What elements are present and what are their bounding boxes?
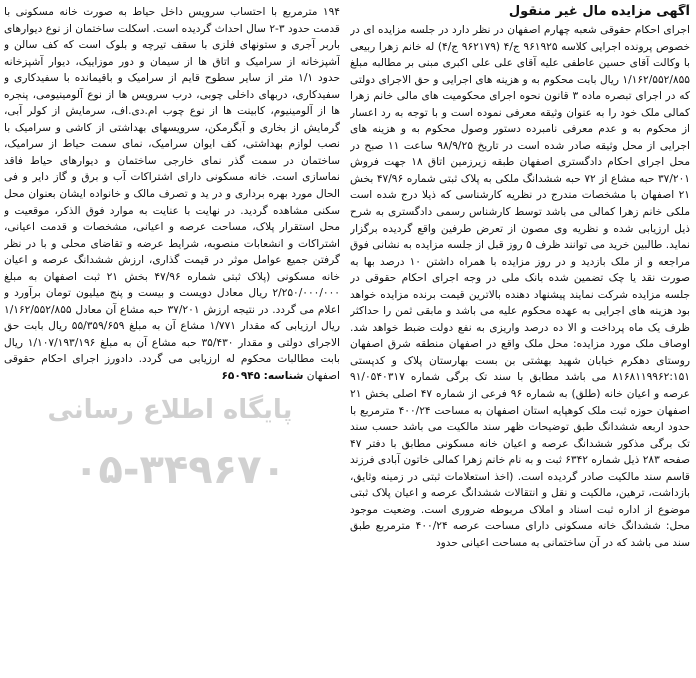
notice-right-column <box>350 4 690 674</box>
notice-id-number: ۶۵۰۹۴۵ <box>221 370 261 383</box>
notice-body-left <box>4 4 340 385</box>
watermark-phone: ۰۵-۳۴۹۶۷۰ <box>74 447 286 493</box>
watermark-title: پایگاه اطلاع رسانی <box>47 395 293 425</box>
notice-body-left-text: ۱۹۴ مترمربع با احتساب سرویس داخل حیاط به صورت خانه مسکونی با قدمت حدود ۳-۲ سال احداث گردیده است. اسکلت ساختمان از نوع دیوارهای باربر آجری و ستونهای فلزی با سقف تیرچه و بلوک است که کف سالن و آشپزخانه از سرامیک و اتاق ها از سیمان و دور موزاییک، دیوار آشپزخانه حدود ۱/۱ متر از سایر سطوح قایم از سرامیک و باقیمانده با سفیدکاری و سفیدکاری، دربهای داخلی چوبی، درب سرویس ها از نوع آلومینیومی، پنجره ها از آلومینیوم، کابینت ها از نوع چوب ام.دی.اف، سرمایش از کولر آبی، گرمایش از بخاری و آبگرمکن، سرویسهای بهداشتی از کاشی و سرامیک با نصب لوازم بهداشتی، کف ایوان سرامیک، نمای سمت حیاط از سرامیک، ساختمان در سمت گذر نمای خارجی ساختمان و دیوارهای حیاط فاقد نماسازی است. خانه مسکونی دارای اشتراکات آب و برق و گاز دایر و فی الحال مورد بهره برداری و در ید و تصرف مالک و خانواده ایشان بعنوان محل سکنی مشاهده گردید. در نهایت با عنایت به موارد فوق الذکر، موقعیت و محل استقرار پلاک، مساحت عرصه و اعیانی، مشخصات و قدمت اعیانی، اشتراکات و انشعابات منصوبه، شرایط عرضه و تقاضای محلی و با در نظر گرفتن جمیع عوامل موثر در قیمت گذاری، ارزش ششدانگ عرصه و اعیان خانه مسکونی (پلاک ثبتی شماره ۴۷/۹۶ بخش ۲۱ ثبت اصفهان به مبلغ ۲/۲۵۰/۰۰۰/۰۰۰ ریال معادل دویست و بیست و پنج میلیون تومان برآورد و اعلام می گردد. در نتیجه ارزش ۳۷/۲۰۱ حبه مشاع آن معادل ۱/۱۶۲/۵۵۲/۸۵۵ ریال ارزیابی که مقدار ۱/۷۷۱ مشاع آن به مبلغ ۵۵/۳۵۹/۶۵۹ ریال بابت حق الاجرای دولتی و مقدار ۳۵/۴۳۰ حبه مشاع آن به مبلغ ۱/۱۰۷/۱۹۳/۱۹۶ ریال بابت مطالبات محکوم له ارزیابی می گردد. دادورز اجرای احکام حقوقی اصفهان <box>4 6 340 383</box>
notice-heading: آگهی مزایده مال غیر منقول <box>508 4 690 19</box>
notice-id-label: شناسه: <box>263 370 304 383</box>
notice-left-column <box>4 4 340 504</box>
notice-body-right: اجرای احکام حقوقی شعبه چهارم اصفهان در نظر دارد در جلسه مزایده ای در خصوص پرونده اجرایی کلاسه ۹۶۱۹۲۵ ج/۴ (۹۶۲۱۷۹ ج/۴) له خانم زهرا ربیعی با وکالت آقای حسین عاطفی علیه آقای علی علی اکبری مبنی بر مطالبه مبلغ ۱/۱۶۲/۵۵۲/۸۵۵ ریال بابت محکوم به و هزینه های اجرایی و حق الاجرای دولتی که در اجرای تبصره ماده ۳ قانون نحوه اجرای محکومیت های مالی خانم زهرا کمالی ملک خود را به عنوان وثیقه معرفی نموده است و با توجه به رد اعسار از محکوم به و عدم معرفی نامبرده دستور وصول محکوم به و هزینه های اجرایی از محل وثیقه صادر شده است در تاریخ ۹۸/۹/۲۵ ساعت ۱۱ صبح در محل اجرای احکام دادگستری اصفهان طبقه زیرزمین اتاق ۱۸ جهت فروش ۳۷/۲۰۱ حبه مشاع از ۷۲ حبه ششدانگ ملکی به پلاک ثبتی شماره ۴۷/۹۶ بخش ۲۱ اصفهان با مشخصات مندرج در نظریه کارشناسی که ذیلا درج شده است ملکی خانم زهرا کمالی می باشد توسط کارشناس رسمی دادگستری به شرح ذیل ارزیابی شده و نظریه وی مصون از تعرض طرفین واقع گردیده برگزار نماید. طالبین خرید می توانند ظرف ۵ روز قبل از جلسه مزایده به نشانی فوق مراجعه و از ملک بازدید و در روز مزایده با همراه داشتن ۱۰ درصد بها به صورت نقد یا چک تضمین شده بانک ملی در وجه اجرای احکام حقوقی در جلسه مزایده شرکت نمایند پیشنهاد دهنده بالاترین قیمت برنده مزایده خواهد بود هزینه های اجرایی به عهده محکوم علیه می باشد و مابقی ثمن را حداکثر ظرف یک ماه پرداخت و الا ده درصد واریزی به نفع دولت ضبط خواهد شد. اوصاف ملک مورد مزایده: محل ملک واقع در اصفهان منطقه شرق اصفهان روستای دهکرم خیابان شهید بهشتی بن بست بهارستان پلاک و کدپستی ۸۱۶۸۱۱۹۹۶۲:۱۵۱ می باشد مطابق با سند تک برگی شماره ۹۱/۰۵۴۰۳۱۷ عرصه و اعیان خانه (طلق) به شماره ۹۶ فرعی از شماره ۴۷ اصلی بخش ۲۱ اصفهان حوزه ثبت ملک کوهپایه استان اصفهان به مساحت ۴۰۰/۲۴ مترمربع با حدود اربعه ششدانگ طبق توضیحات ظهر سند مالکیت می باشد حسب سند تک برگی مذکور ششدانگ عرصه و اعیان خانه مسکونی مطابق با دفتر ۴۷ صفحه ۲۸۳ ذیل شماره ۶۳۴۲ ثبت و به نام خانم زهرا کمالی خاتون آبادی فرزند قاسم سند مالکیت صادر گردیده است. (اخذ استعلامات ثبتی در زمینه وثایق، بازداشت، ترهین، مالکیت و نقل و انتقالات ششدانگ عرصه و اعیان پلاک ثبتی موضوع از اداره ثبت اسناد و املاک مربوطه ضروری است. وضعیت موجود محل: ششدانگ خانه مسکونی دارای مساحت عرصه ۴۰۰/۲۴ مترمربع طبق سند می باشد که در آن ساختمانی به مساحت اعیانی حدود <box>350 24 690 549</box>
